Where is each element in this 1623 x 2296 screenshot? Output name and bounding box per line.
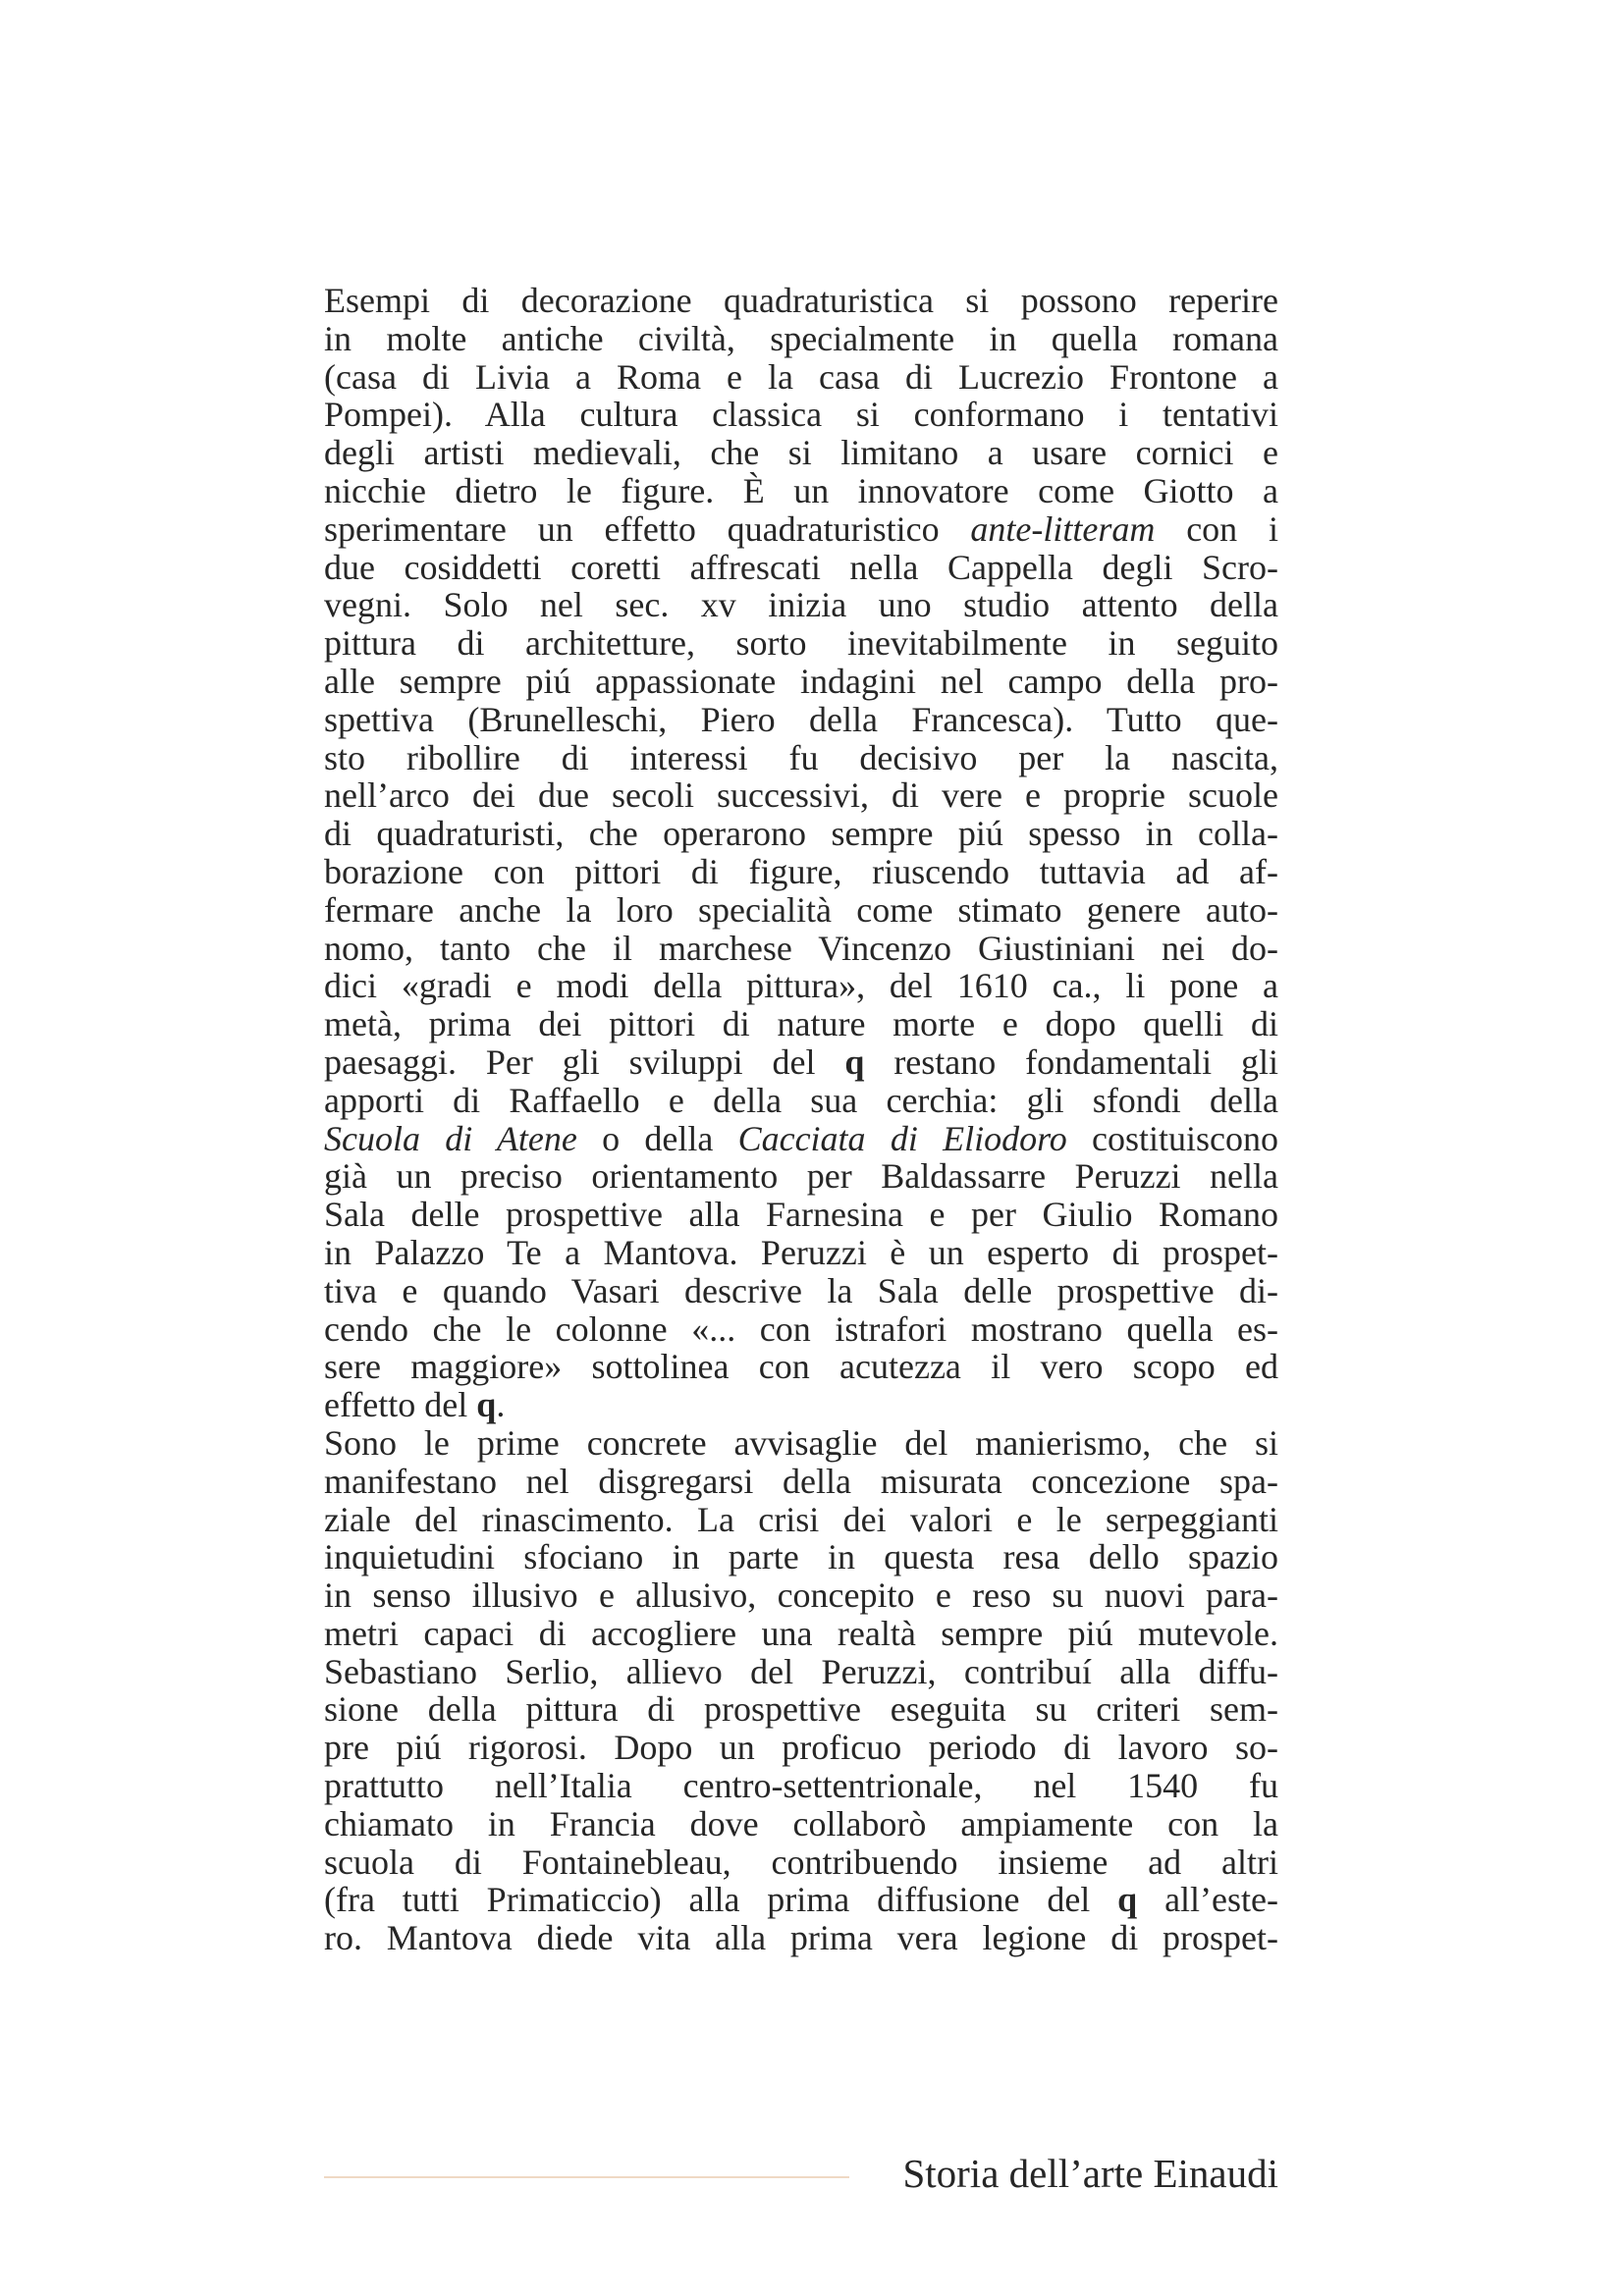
text-line: nomo, tanto che il marchese Vincenzo Giustiniani nei do- xyxy=(324,928,1278,968)
italic-term: ante-litteram xyxy=(970,508,1156,549)
footer-publication-title: Storia dell’arte Einaudi xyxy=(902,2151,1278,2196)
text-line: già un preciso orientamento per Baldassarre Peruzzi nella xyxy=(324,1156,1278,1197)
text-line: pre piú rigorosi. Dopo un proficuo periodo di lavoro so- xyxy=(324,1728,1278,1768)
text-run: o della xyxy=(576,1118,738,1158)
text-line: degli artisti medievali, che si limitano a usare cornici e xyxy=(324,433,1278,473)
text-run: sperimentare un effetto quadraturistico xyxy=(324,508,971,549)
text-run: costituiscono xyxy=(1066,1118,1278,1158)
text-line: in Palazzo Te a Mantova. Peruzzi è un esperto di prospet- xyxy=(324,1232,1278,1272)
text-line: borazione con pittori di figure, riuscendo tuttavia ad af- xyxy=(324,851,1278,891)
text-line xyxy=(324,1120,1278,1158)
text-line: chiamato in Francia dove collaborò ampiamente con la xyxy=(324,1803,1278,1843)
text-line xyxy=(324,1386,1278,1424)
text-line: sere maggiore» sottolinea con acutezza il vero scopo ed xyxy=(324,1347,1278,1387)
italic-term: Scuola di Atene xyxy=(324,1118,577,1158)
text-line xyxy=(324,1881,1278,1919)
text-line xyxy=(324,510,1278,549)
text-run: (fra tutti Primaticcio) alla prima diffusione del xyxy=(324,1880,1118,1920)
text-line: sione della pittura di prospettive eseguita su criteri sem- xyxy=(324,1689,1278,1730)
text-line: dici «gradi e modi della pittura», del 1610 ca., li pone a xyxy=(324,966,1278,1006)
text-line: spettiva (Brunelleschi, Piero della Francesca). Tutto que- xyxy=(324,699,1278,739)
text-line: Pompei). Alla cultura classica si conformano i tentativi xyxy=(324,395,1278,435)
text-line: inquietudini sfociano in parte in questa resa dello spazio xyxy=(324,1537,1278,1577)
text-run: paesaggi. Per gli sviluppi del xyxy=(324,1041,845,1082)
text-line: di quadraturisti, che operarono sempre piú spesso in colla- xyxy=(324,814,1278,854)
text-line: nell’arco dei due secoli successivi, di vere e proprie scuole xyxy=(324,775,1278,816)
text-line: ro. Mantova diede vita alla prima vera legione di prospet- xyxy=(324,1918,1278,1958)
paragraph-1 xyxy=(324,282,1278,1424)
text-line: Esempi di decorazione quadraturistica si possono reperire xyxy=(324,281,1278,320)
text-line: apporti di Raffaello e della sua cerchia: gli sfondi della xyxy=(324,1080,1278,1120)
text-line: Sebastiano Serlio, allievo del Peruzzi, contribuí alla diffu- xyxy=(324,1651,1278,1691)
text-line: Sala delle prospettive alla Farnesina e per Giulio Romano xyxy=(324,1195,1278,1235)
text-line: in senso illusivo e allusivo, concepito e reso su nuovi para- xyxy=(324,1575,1278,1616)
text-run: restano fondamentali gli xyxy=(864,1041,1278,1082)
paragraph-2 xyxy=(324,1424,1278,1957)
text-run: all’este- xyxy=(1137,1880,1278,1920)
text-line: metà, prima dei pittori di nature morte e dopo quelli di xyxy=(324,1004,1278,1044)
text-line: pittura di architetture, sorto inevitabilmente in seguito xyxy=(324,623,1278,664)
text-line: sto ribollire di interessi fu decisivo per la nascita, xyxy=(324,737,1278,777)
text-line: ziale del rinascimento. La crisi dei valori e le serpeggianti xyxy=(324,1499,1278,1539)
text-line: fermare anche la loro specialità come stimato genere auto- xyxy=(324,889,1278,930)
text-line: cendo che le colonne «... con istrafori mostrano quella es- xyxy=(324,1308,1278,1349)
text-line: Sono le prime concrete avvisaglie del manierismo, che si xyxy=(324,1422,1278,1463)
body-text xyxy=(324,282,1278,1957)
text-run: con i xyxy=(1155,508,1278,549)
bold-term: q xyxy=(476,1385,497,1425)
text-line: alle sempre piú appassionate indagini nel campo della pro- xyxy=(324,661,1278,701)
text-line: due cosiddetti coretti affrescati nella Cappella degli Scro- xyxy=(324,547,1278,587)
text-line xyxy=(324,1043,1278,1082)
text-line: tiva e quando Vasari descrive la Sala delle prospettive di- xyxy=(324,1270,1278,1310)
text-line: (casa di Livia a Roma e la casa di Lucrezio Frontone a xyxy=(324,356,1278,397)
footer-divider xyxy=(324,2176,849,2178)
text-run: effetto del xyxy=(324,1385,477,1425)
italic-term: Cacciata di Eliodoro xyxy=(737,1118,1067,1158)
bold-term: q xyxy=(844,1041,865,1082)
text-run: . xyxy=(496,1385,506,1425)
text-line: metri capaci di accogliere una realtà sempre piú mutevole. xyxy=(324,1613,1278,1653)
text-line: vegni. Solo nel sec. xv inizia uno studio attento della xyxy=(324,585,1278,625)
text-line: prattutto nell’Italia centro-settentrionale, nel 1540 fu xyxy=(324,1766,1278,1806)
text-line: in molte antiche civiltà, specialmente in quella romana xyxy=(324,318,1278,358)
text-line: nicchie dietro le figure. È un innovatore come Giotto a xyxy=(324,470,1278,510)
text-line: manifestano nel disgregarsi della misurata concezione spa- xyxy=(324,1461,1278,1501)
text-line: scuola di Fontainebleau, contribuendo insieme ad altri xyxy=(324,1842,1278,1882)
bold-term: q xyxy=(1117,1880,1138,1920)
